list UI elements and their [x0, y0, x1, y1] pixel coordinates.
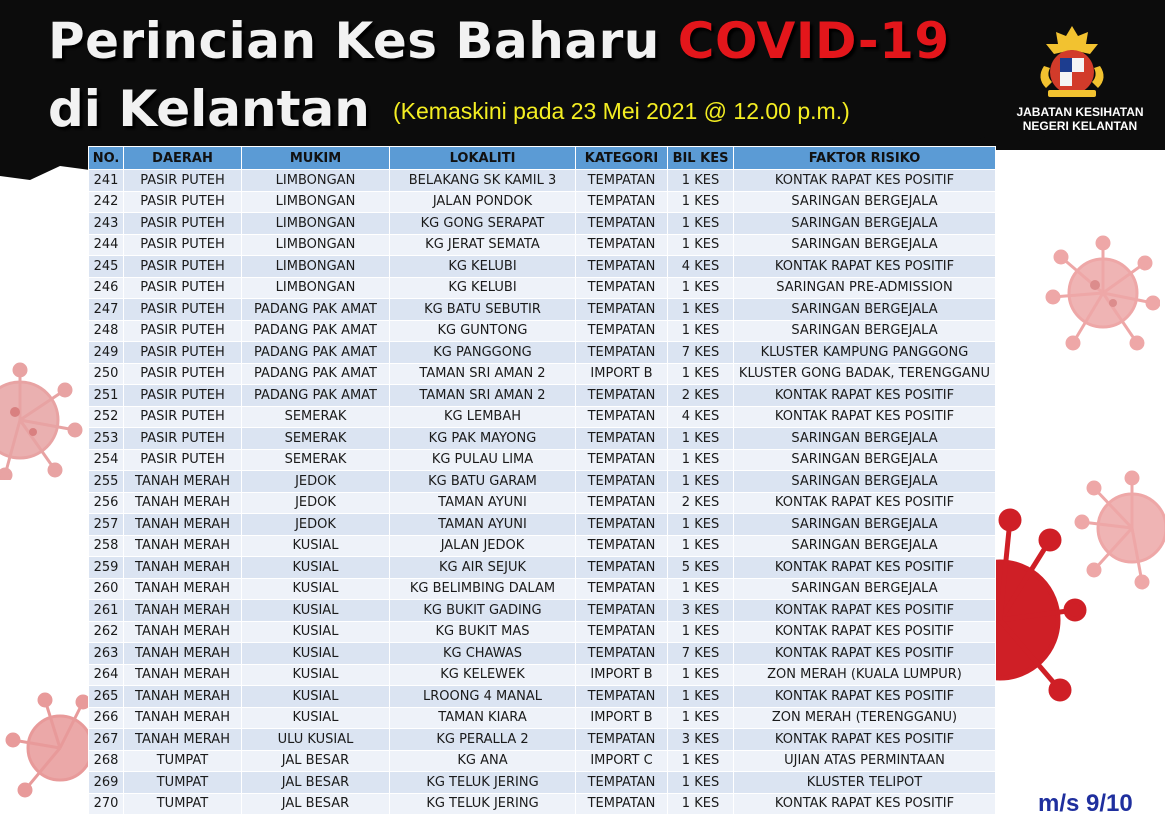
cell-bil-kes: 7 KES — [668, 643, 734, 665]
cell-bil-kes: 1 KES — [668, 664, 734, 686]
cell-no: 245 — [89, 256, 124, 278]
table-row — [89, 772, 996, 794]
cell-kategori: TEMPATAN — [576, 492, 668, 514]
cell-lokaliti: BELAKANG SK KAMIL 3 — [390, 170, 576, 192]
cell-daerah: TUMPAT — [124, 750, 242, 772]
cell-no: 246 — [89, 277, 124, 299]
column-header-kategori: KATEGORI — [576, 147, 668, 170]
case-details-table — [88, 146, 996, 815]
cell-daerah: TANAH MERAH — [124, 471, 242, 493]
column-header-lokaliti: LOKALITI — [390, 147, 576, 170]
title-highlight: COVID-19 — [677, 12, 950, 70]
table-row — [89, 492, 996, 514]
cell-no: 265 — [89, 686, 124, 708]
cell-bil-kes: 1 KES — [668, 213, 734, 235]
cell-daerah: PASIR PUTEH — [124, 234, 242, 256]
cell-bil-kes: 1 KES — [668, 428, 734, 450]
cell-no: 260 — [89, 578, 124, 600]
cell-no: 250 — [89, 363, 124, 385]
cell-lokaliti: KG CHAWAS — [390, 643, 576, 665]
cell-daerah: PASIR PUTEH — [124, 363, 242, 385]
table-row — [89, 707, 996, 729]
page-number: m/s 9/10 — [1038, 790, 1133, 817]
cell-kategori: TEMPATAN — [576, 535, 668, 557]
cell-faktor-risiko: ZON MERAH (KUALA LUMPUR) — [734, 664, 996, 686]
cell-faktor-risiko: SARINGAN BERGEJALA — [734, 578, 996, 600]
cell-mukim: KUSIAL — [242, 557, 390, 579]
cell-bil-kes: 1 KES — [668, 772, 734, 794]
cell-daerah: TANAH MERAH — [124, 664, 242, 686]
cell-mukim: JAL BESAR — [242, 772, 390, 794]
cell-mukim: LIMBONGAN — [242, 277, 390, 299]
table-row — [89, 406, 996, 428]
cell-lokaliti: TAMAN AYUNI — [390, 492, 576, 514]
cell-lokaliti: TAMAN SRI AMAN 2 — [390, 363, 576, 385]
cell-no: 242 — [89, 191, 124, 213]
cell-daerah: PASIR PUTEH — [124, 385, 242, 407]
cell-mukim: PADANG PAK AMAT — [242, 342, 390, 364]
cell-kategori: IMPORT C — [576, 750, 668, 772]
cell-kategori: TEMPATAN — [576, 320, 668, 342]
cell-faktor-risiko: KONTAK RAPAT KES POSITIF — [734, 686, 996, 708]
cell-daerah: PASIR PUTEH — [124, 428, 242, 450]
cell-mukim: ULU KUSIAL — [242, 729, 390, 751]
cell-faktor-risiko: KONTAK RAPAT KES POSITIF — [734, 643, 996, 665]
cell-mukim: KUSIAL — [242, 686, 390, 708]
virus-decoration-icon — [990, 500, 1090, 730]
cell-daerah: PASIR PUTEH — [124, 213, 242, 235]
cell-no: 269 — [89, 772, 124, 794]
cell-daerah: PASIR PUTEH — [124, 277, 242, 299]
table-row — [89, 535, 996, 557]
table-row — [89, 449, 996, 471]
cell-kategori: TEMPATAN — [576, 514, 668, 536]
title-text: Perincian Kes Baharu — [48, 12, 660, 70]
table-row — [89, 320, 996, 342]
cell-lokaliti: JALAN PONDOK — [390, 191, 576, 213]
cell-bil-kes: 1 KES — [668, 707, 734, 729]
cell-lokaliti: KG KELUBI — [390, 256, 576, 278]
cell-lokaliti: KG BATU SEBUTIR — [390, 299, 576, 321]
cell-faktor-risiko: SARINGAN BERGEJALA — [734, 320, 996, 342]
cell-daerah: TANAH MERAH — [124, 535, 242, 557]
cell-no: 243 — [89, 213, 124, 235]
table-row — [89, 793, 996, 815]
cell-kategori: TEMPATAN — [576, 729, 668, 751]
cell-no: 252 — [89, 406, 124, 428]
cell-faktor-risiko: KLUSTER GONG BADAK, TERENGGANU — [734, 363, 996, 385]
cell-faktor-risiko: SARINGAN PRE-ADMISSION — [734, 277, 996, 299]
cell-no: 248 — [89, 320, 124, 342]
cell-mukim: KUSIAL — [242, 621, 390, 643]
table-row — [89, 385, 996, 407]
cell-mukim: KUSIAL — [242, 643, 390, 665]
cell-mukim: JAL BESAR — [242, 750, 390, 772]
cell-kategori: TEMPATAN — [576, 213, 668, 235]
cell-bil-kes: 1 KES — [668, 363, 734, 385]
table-row — [89, 213, 996, 235]
cell-lokaliti: KG BELIMBING DALAM — [390, 578, 576, 600]
cell-no: 249 — [89, 342, 124, 364]
cell-kategori: TEMPATAN — [576, 256, 668, 278]
column-header-faktor-risiko: FAKTOR RISIKO — [734, 147, 996, 170]
cell-lokaliti: KG BUKIT MAS — [390, 621, 576, 643]
cell-mukim: PADANG PAK AMAT — [242, 385, 390, 407]
cell-daerah: PASIR PUTEH — [124, 170, 242, 192]
cell-kategori: TEMPATAN — [576, 471, 668, 493]
cell-mukim: LIMBONGAN — [242, 213, 390, 235]
cell-lokaliti: KG BATU GARAM — [390, 471, 576, 493]
cell-bil-kes: 5 KES — [668, 557, 734, 579]
cell-mukim: LIMBONGAN — [242, 234, 390, 256]
cell-bil-kes: 1 KES — [668, 277, 734, 299]
table-row — [89, 750, 996, 772]
cell-bil-kes: 1 KES — [668, 170, 734, 192]
cell-kategori: TEMPATAN — [576, 772, 668, 794]
cell-bil-kes: 1 KES — [668, 514, 734, 536]
cell-lokaliti: KG PANGGONG — [390, 342, 576, 364]
cell-kategori: TEMPATAN — [576, 406, 668, 428]
cell-kategori: TEMPATAN — [576, 342, 668, 364]
cell-mukim: LIMBONGAN — [242, 170, 390, 192]
cell-faktor-risiko: SARINGAN BERGEJALA — [734, 535, 996, 557]
cell-mukim: SEMERAK — [242, 428, 390, 450]
cell-no: 259 — [89, 557, 124, 579]
cell-bil-kes: 1 KES — [668, 793, 734, 815]
virus-decoration-icon — [1045, 235, 1160, 355]
column-header-bil-kes: BIL KES — [668, 147, 734, 170]
cell-no: 266 — [89, 707, 124, 729]
cell-daerah: PASIR PUTEH — [124, 320, 242, 342]
cell-faktor-risiko: KONTAK RAPAT KES POSITIF — [734, 729, 996, 751]
table-row — [89, 299, 996, 321]
table-row — [89, 514, 996, 536]
cell-kategori: TEMPATAN — [576, 191, 668, 213]
table-row — [89, 428, 996, 450]
cell-daerah: PASIR PUTEH — [124, 256, 242, 278]
cell-kategori: TEMPATAN — [576, 299, 668, 321]
cell-faktor-risiko: KLUSTER TELIPOT — [734, 772, 996, 794]
table-row — [89, 578, 996, 600]
cell-faktor-risiko: SARINGAN BERGEJALA — [734, 191, 996, 213]
cell-kategori: TEMPATAN — [576, 643, 668, 665]
table-row — [89, 256, 996, 278]
cell-no: 257 — [89, 514, 124, 536]
cell-bil-kes: 1 KES — [668, 621, 734, 643]
cell-kategori: TEMPATAN — [576, 600, 668, 622]
cell-daerah: TANAH MERAH — [124, 600, 242, 622]
cell-daerah: PASIR PUTEH — [124, 191, 242, 213]
cell-daerah: TANAH MERAH — [124, 514, 242, 536]
cell-daerah: TANAH MERAH — [124, 578, 242, 600]
table-row — [89, 600, 996, 622]
table-row — [89, 557, 996, 579]
cell-no: 255 — [89, 471, 124, 493]
cell-bil-kes: 1 KES — [668, 449, 734, 471]
cell-no: 241 — [89, 170, 124, 192]
cell-kategori: TEMPATAN — [576, 621, 668, 643]
cell-mukim: JAL BESAR — [242, 793, 390, 815]
virus-decoration-icon — [0, 360, 85, 480]
cell-mukim: JEDOK — [242, 471, 390, 493]
cell-daerah: TANAH MERAH — [124, 686, 242, 708]
page-title — [48, 12, 950, 70]
cell-daerah: PASIR PUTEH — [124, 406, 242, 428]
cell-kategori: IMPORT B — [576, 664, 668, 686]
title-line-2: di Kelantan — [48, 80, 370, 138]
cell-bil-kes: 1 KES — [668, 234, 734, 256]
cell-lokaliti: KG ANA — [390, 750, 576, 772]
cell-mukim: LIMBONGAN — [242, 191, 390, 213]
cell-bil-kes: 1 KES — [668, 535, 734, 557]
cell-kategori: TEMPATAN — [576, 234, 668, 256]
cell-lokaliti: KG PERALLA 2 — [390, 729, 576, 751]
cell-no: 256 — [89, 492, 124, 514]
cell-lokaliti: TAMAN SRI AMAN 2 — [390, 385, 576, 407]
cell-bil-kes: 1 KES — [668, 750, 734, 772]
cell-no: 263 — [89, 643, 124, 665]
cell-faktor-risiko: SARINGAN BERGEJALA — [734, 514, 996, 536]
cell-faktor-risiko: UJIAN ATAS PERMINTAAN — [734, 750, 996, 772]
cell-kategori: TEMPATAN — [576, 578, 668, 600]
cell-no: 254 — [89, 449, 124, 471]
cell-lokaliti: JALAN JEDOK — [390, 535, 576, 557]
cell-lokaliti: KG TELUK JERING — [390, 793, 576, 815]
agency-line-2: NEGERI KELANTAN — [1022, 119, 1138, 133]
cell-kategori: TEMPATAN — [576, 793, 668, 815]
cell-bil-kes: 7 KES — [668, 342, 734, 364]
table-row — [89, 471, 996, 493]
cell-bil-kes: 1 KES — [668, 686, 734, 708]
cell-no: 251 — [89, 385, 124, 407]
cell-kategori: IMPORT B — [576, 363, 668, 385]
agency-line-1: JABATAN KESIHATAN — [1016, 105, 1144, 119]
cell-kategori: TEMPATAN — [576, 385, 668, 407]
cell-daerah: PASIR PUTEH — [124, 449, 242, 471]
cell-mukim: KUSIAL — [242, 707, 390, 729]
cell-daerah: TANAH MERAH — [124, 492, 242, 514]
table-row — [89, 643, 996, 665]
cell-daerah: TANAH MERAH — [124, 707, 242, 729]
cell-lokaliti: TAMAN AYUNI — [390, 514, 576, 536]
cell-lokaliti: KG GUNTONG — [390, 320, 576, 342]
cell-faktor-risiko: KONTAK RAPAT KES POSITIF — [734, 600, 996, 622]
cell-faktor-risiko: SARINGAN BERGEJALA — [734, 234, 996, 256]
cell-no: 262 — [89, 621, 124, 643]
cell-mukim: PADANG PAK AMAT — [242, 363, 390, 385]
cell-lokaliti: KG PAK MAYONG — [390, 428, 576, 450]
table-row — [89, 170, 996, 192]
table-row — [89, 234, 996, 256]
cell-kategori: TEMPATAN — [576, 686, 668, 708]
table-row — [89, 686, 996, 708]
cell-daerah: TUMPAT — [124, 772, 242, 794]
cell-no: 264 — [89, 664, 124, 686]
table-row — [89, 191, 996, 213]
cell-bil-kes: 3 KES — [668, 600, 734, 622]
cell-faktor-risiko: KONTAK RAPAT KES POSITIF — [734, 170, 996, 192]
virus-decoration-icon — [5, 690, 95, 800]
cell-kategori: TEMPATAN — [576, 449, 668, 471]
cell-lokaliti: KG TELUK JERING — [390, 772, 576, 794]
cell-lokaliti: KG AIR SEJUK — [390, 557, 576, 579]
cell-lokaliti: LROONG 4 MANAL — [390, 686, 576, 708]
cell-daerah: PASIR PUTEH — [124, 299, 242, 321]
cell-mukim: PADANG PAK AMAT — [242, 320, 390, 342]
cell-faktor-risiko: KONTAK RAPAT KES POSITIF — [734, 385, 996, 407]
cell-no: 253 — [89, 428, 124, 450]
cell-mukim: SEMERAK — [242, 449, 390, 471]
cell-bil-kes: 1 KES — [668, 191, 734, 213]
cell-kategori: TEMPATAN — [576, 277, 668, 299]
table-header-row — [89, 147, 996, 170]
cell-daerah: PASIR PUTEH — [124, 342, 242, 364]
cell-faktor-risiko: KONTAK RAPAT KES POSITIF — [734, 557, 996, 579]
cell-bil-kes: 1 KES — [668, 320, 734, 342]
cell-daerah: TANAH MERAH — [124, 557, 242, 579]
cell-daerah: TANAH MERAH — [124, 643, 242, 665]
cell-daerah: TANAH MERAH — [124, 621, 242, 643]
cell-no: 270 — [89, 793, 124, 815]
cell-faktor-risiko: SARINGAN BERGEJALA — [734, 471, 996, 493]
cell-kategori: TEMPATAN — [576, 170, 668, 192]
column-header-no: NO. — [89, 147, 124, 170]
cell-lokaliti: KG KELUBI — [390, 277, 576, 299]
cell-kategori: TEMPATAN — [576, 428, 668, 450]
cell-bil-kes: 2 KES — [668, 492, 734, 514]
cell-daerah: TANAH MERAH — [124, 729, 242, 751]
cell-lokaliti: KG BUKIT GADING — [390, 600, 576, 622]
column-header-mukim: MUKIM — [242, 147, 390, 170]
cell-mukim: KUSIAL — [242, 578, 390, 600]
table-row — [89, 664, 996, 686]
cell-mukim: JEDOK — [242, 492, 390, 514]
cell-faktor-risiko: KLUSTER KAMPUNG PANGGONG — [734, 342, 996, 364]
cell-lokaliti: KG GONG SERAPAT — [390, 213, 576, 235]
cell-faktor-risiko: KONTAK RAPAT KES POSITIF — [734, 793, 996, 815]
cell-bil-kes: 1 KES — [668, 578, 734, 600]
cell-bil-kes: 2 KES — [668, 385, 734, 407]
cell-faktor-risiko: KONTAK RAPAT KES POSITIF — [734, 621, 996, 643]
cell-lokaliti: KG KELEWEK — [390, 664, 576, 686]
cell-faktor-risiko: KONTAK RAPAT KES POSITIF — [734, 256, 996, 278]
cell-faktor-risiko: SARINGAN BERGEJALA — [734, 299, 996, 321]
agency-name — [1000, 105, 1160, 133]
cell-bil-kes: 1 KES — [668, 471, 734, 493]
cell-bil-kes: 3 KES — [668, 729, 734, 751]
column-header-daerah: DAERAH — [124, 147, 242, 170]
cell-bil-kes: 4 KES — [668, 406, 734, 428]
cell-kategori: IMPORT B — [576, 707, 668, 729]
cell-lokaliti: KG PULAU LIMA — [390, 449, 576, 471]
cell-faktor-risiko: ZON MERAH (TERENGGANU) — [734, 707, 996, 729]
cell-mukim: KUSIAL — [242, 600, 390, 622]
update-timestamp: (Kemaskini pada 23 Mei 2021 @ 12.00 p.m.) — [393, 98, 850, 124]
cell-no: 268 — [89, 750, 124, 772]
cell-faktor-risiko: SARINGAN BERGEJALA — [734, 213, 996, 235]
cell-no: 267 — [89, 729, 124, 751]
cell-lokaliti: KG JERAT SEMATA — [390, 234, 576, 256]
cell-mukim: JEDOK — [242, 514, 390, 536]
cell-mukim: KUSIAL — [242, 664, 390, 686]
cell-no: 258 — [89, 535, 124, 557]
cell-no: 244 — [89, 234, 124, 256]
table-row — [89, 621, 996, 643]
state-crest-logo — [1030, 22, 1114, 100]
cell-faktor-risiko: KONTAK RAPAT KES POSITIF — [734, 406, 996, 428]
table-row — [89, 342, 996, 364]
table-row — [89, 363, 996, 385]
cell-mukim: PADANG PAK AMAT — [242, 299, 390, 321]
cell-kategori: TEMPATAN — [576, 557, 668, 579]
table-row — [89, 729, 996, 751]
cell-no: 261 — [89, 600, 124, 622]
cell-bil-kes: 1 KES — [668, 299, 734, 321]
cell-faktor-risiko: KONTAK RAPAT KES POSITIF — [734, 492, 996, 514]
cell-faktor-risiko: SARINGAN BERGEJALA — [734, 428, 996, 450]
cell-daerah: TUMPAT — [124, 793, 242, 815]
cell-mukim: KUSIAL — [242, 535, 390, 557]
cell-faktor-risiko: SARINGAN BERGEJALA — [734, 449, 996, 471]
table-row — [89, 277, 996, 299]
cell-mukim: LIMBONGAN — [242, 256, 390, 278]
cell-lokaliti: KG LEMBAH — [390, 406, 576, 428]
cell-no: 247 — [89, 299, 124, 321]
cell-bil-kes: 4 KES — [668, 256, 734, 278]
cell-lokaliti: TAMAN KIARA — [390, 707, 576, 729]
cell-mukim: SEMERAK — [242, 406, 390, 428]
